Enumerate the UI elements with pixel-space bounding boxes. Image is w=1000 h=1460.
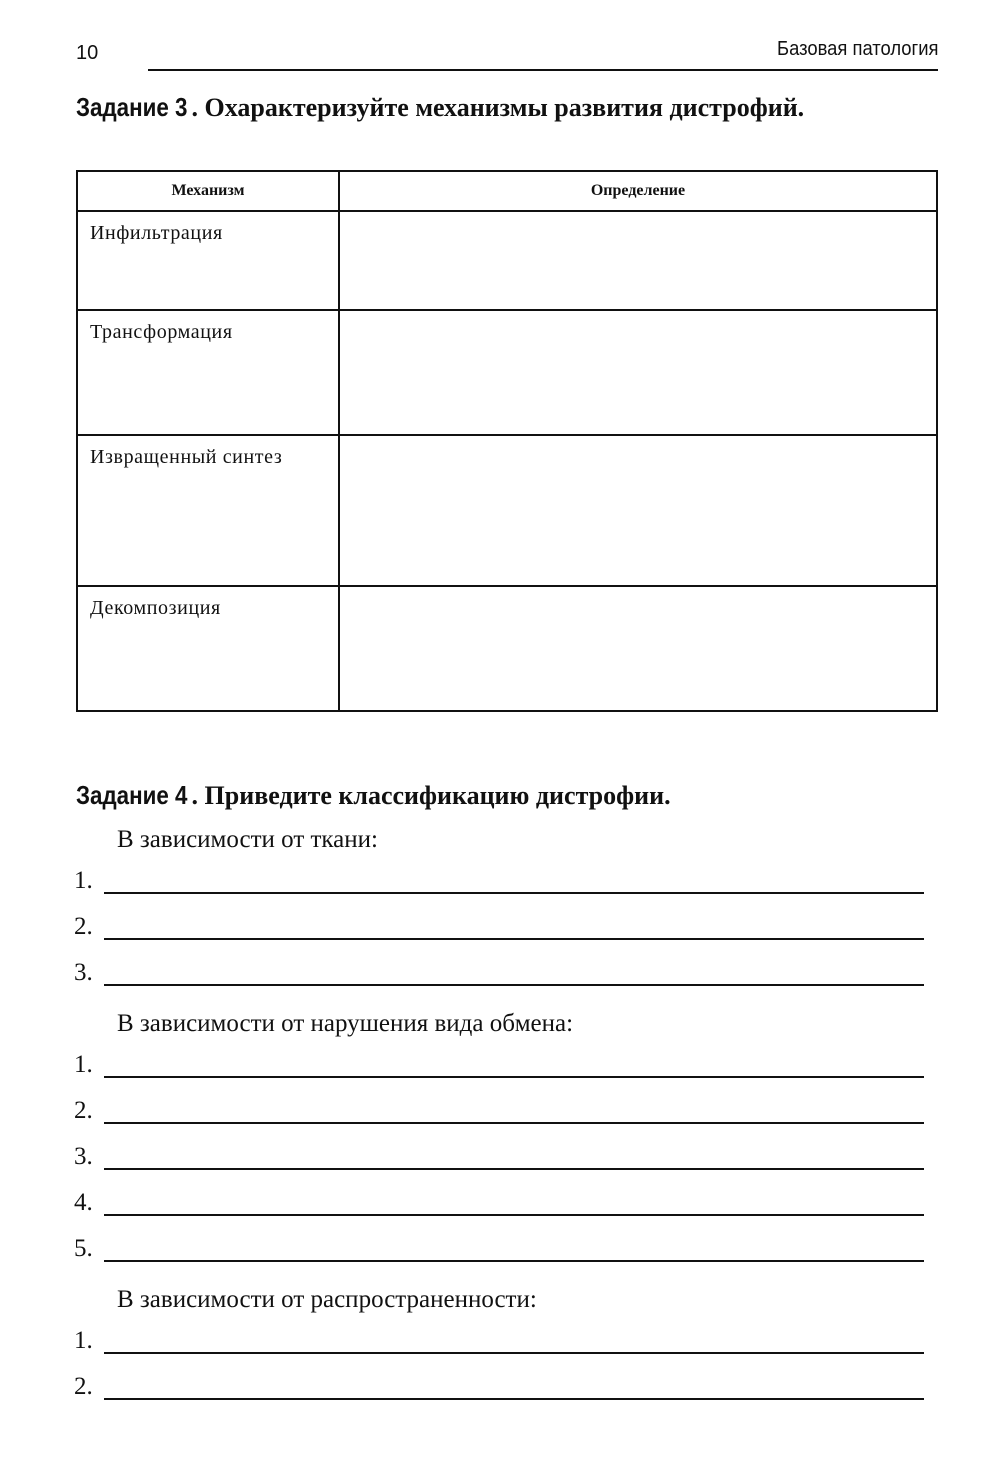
group-heading-prevalence: В зависимости от распространенности: bbox=[117, 1286, 537, 1313]
task-3-label: Задание 3 bbox=[76, 92, 188, 122]
table-row bbox=[77, 310, 937, 435]
blank-line[interactable] bbox=[104, 1076, 924, 1078]
item-number: 4. bbox=[74, 1189, 93, 1216]
table-row bbox=[77, 435, 937, 586]
item-number: 1. bbox=[74, 1051, 93, 1078]
mechanism-cell: Декомпозиция bbox=[77, 586, 339, 711]
item-number: 5. bbox=[74, 1235, 93, 1262]
answer-line[interactable] bbox=[74, 1096, 924, 1126]
column-header-mechanism: Механизм bbox=[77, 171, 339, 211]
header-rule bbox=[148, 69, 938, 71]
blank-line[interactable] bbox=[104, 1214, 924, 1216]
definition-cell[interactable] bbox=[339, 435, 937, 586]
definition-cell[interactable] bbox=[339, 211, 937, 310]
blank-line[interactable] bbox=[104, 984, 924, 986]
answer-line[interactable] bbox=[74, 1188, 924, 1218]
item-number: 1. bbox=[74, 867, 93, 894]
table-row bbox=[77, 586, 937, 711]
task-4-label: Задание 4 bbox=[76, 780, 188, 810]
item-number: 2. bbox=[74, 913, 93, 940]
answer-line[interactable] bbox=[74, 866, 924, 896]
item-number: 3. bbox=[74, 959, 93, 986]
column-header-definition: Определение bbox=[339, 171, 937, 211]
running-header-title: Базовая патология bbox=[776, 38, 938, 60]
table-header-row bbox=[77, 171, 937, 211]
item-number: 2. bbox=[74, 1373, 93, 1400]
blank-line[interactable] bbox=[104, 1352, 924, 1354]
definition-cell[interactable] bbox=[339, 586, 937, 711]
item-number: 2. bbox=[74, 1097, 93, 1124]
blank-line[interactable] bbox=[104, 1122, 924, 1124]
answer-line[interactable] bbox=[74, 958, 924, 988]
page-number: 10 bbox=[76, 42, 99, 64]
group-heading-metabolism: В зависимости от нарушения вида обмена: bbox=[117, 1010, 574, 1037]
mechanisms-table bbox=[76, 170, 938, 712]
answer-line[interactable] bbox=[74, 1372, 924, 1402]
item-number: 3. bbox=[74, 1143, 93, 1170]
answer-line[interactable] bbox=[74, 1234, 924, 1264]
blank-line[interactable] bbox=[104, 892, 924, 894]
mechanism-cell: Трансформация bbox=[77, 310, 339, 435]
task-3-heading bbox=[76, 92, 804, 123]
group-heading-tissue: В зависимости от ткани: bbox=[117, 826, 378, 853]
answer-line[interactable] bbox=[74, 1050, 924, 1080]
answer-line[interactable] bbox=[74, 912, 924, 942]
answer-line[interactable] bbox=[74, 1326, 924, 1356]
task-3-text: . Охарактеризуйте механизмы развития дистрофий. bbox=[191, 93, 805, 122]
answer-line[interactable] bbox=[74, 1142, 924, 1172]
item-number: 1. bbox=[74, 1327, 93, 1354]
table-row bbox=[77, 211, 937, 310]
blank-line[interactable] bbox=[104, 1260, 924, 1262]
blank-line[interactable] bbox=[104, 1168, 924, 1170]
blank-line[interactable] bbox=[104, 938, 924, 940]
mechanism-cell: Извращенный синтез bbox=[77, 435, 339, 586]
definition-cell[interactable] bbox=[339, 310, 937, 435]
blank-line[interactable] bbox=[104, 1398, 924, 1400]
mechanism-cell: Инфильтрация bbox=[77, 211, 339, 310]
task-4-text: . Приведите классификацию дистрофии. bbox=[191, 781, 671, 810]
task-4-heading bbox=[76, 780, 671, 811]
